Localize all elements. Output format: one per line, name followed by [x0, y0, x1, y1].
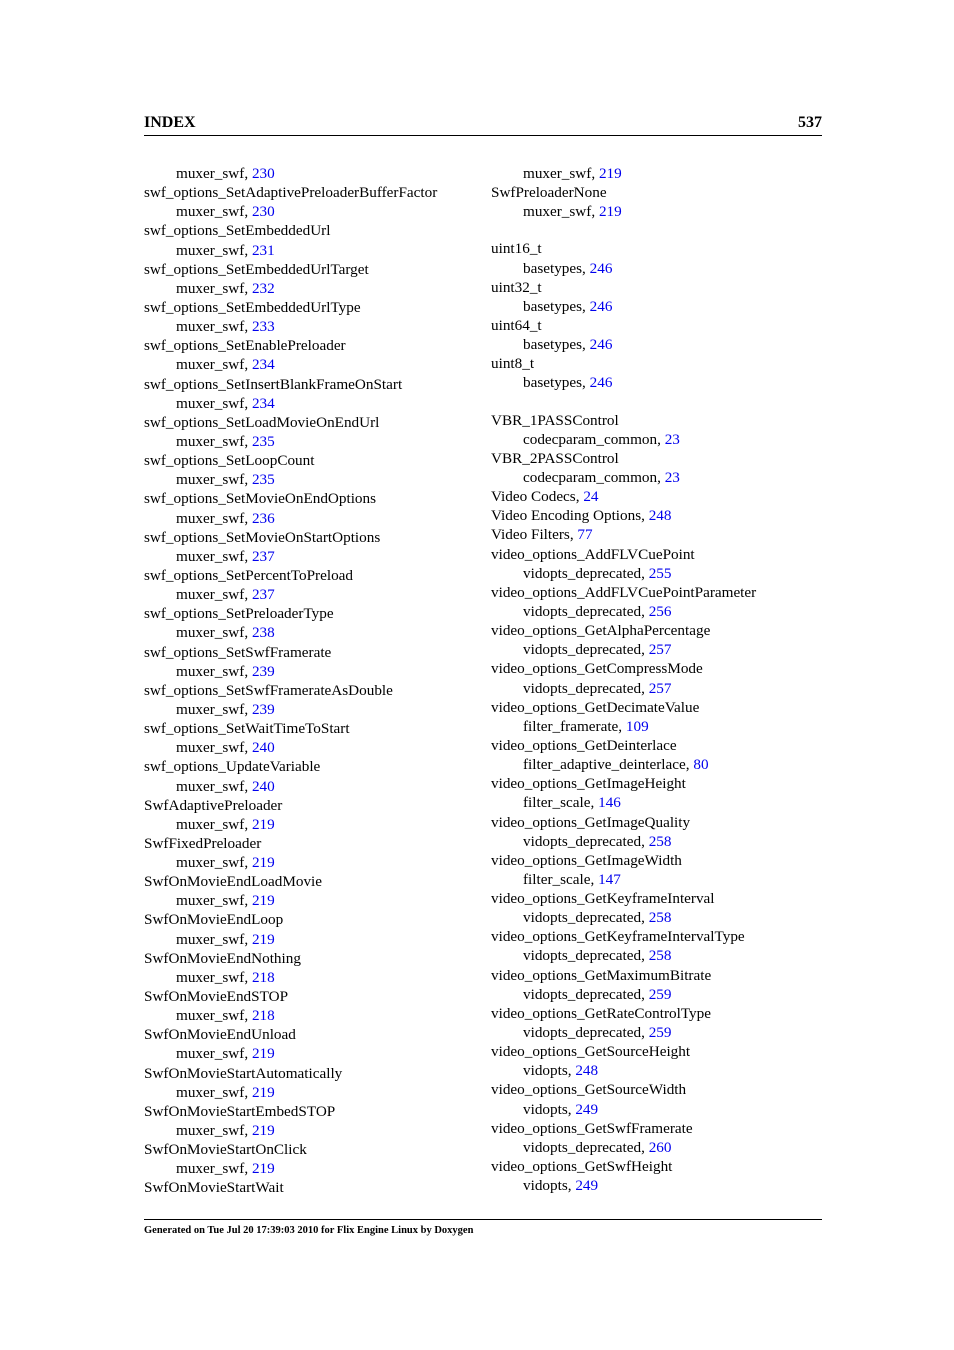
- index-subentry: [491, 1023, 826, 1042]
- index-subentry: [491, 679, 826, 698]
- index-entry: [491, 506, 826, 525]
- index-entry: [144, 757, 479, 776]
- index-entry: [144, 681, 479, 700]
- entry-text: video_options_AddFLVCuePointParameter: [491, 583, 757, 601]
- index-entry: [144, 604, 479, 623]
- index-subentry: [144, 1006, 479, 1025]
- entry-text: muxer_swf,: [176, 1045, 252, 1063]
- page-link[interactable]: 218: [251, 968, 275, 986]
- page-link[interactable]: 248: [648, 507, 672, 525]
- entry-text: swf_options_SetSwfFramerateAsDouble: [144, 681, 393, 699]
- page-link[interactable]: 249: [575, 1100, 599, 1118]
- index-subentry: [144, 279, 479, 298]
- index-subentry: [491, 468, 826, 487]
- entry-text: swf_options_SetPercentToPreload: [144, 566, 353, 584]
- entry-text: swf_options_SetEnablePreloader: [144, 337, 346, 355]
- index-entry: [144, 413, 479, 432]
- page-link[interactable]: 234: [251, 356, 275, 374]
- index-entry: [144, 834, 479, 853]
- index-subentry: [144, 930, 479, 949]
- index-subentry: [144, 1159, 479, 1178]
- page-link[interactable]: 239: [251, 662, 275, 680]
- page-link[interactable]: 219: [251, 930, 275, 948]
- entry-text: muxer_swf,: [176, 356, 252, 374]
- page-link[interactable]: 258: [648, 947, 672, 965]
- entry-text: filter_scale,: [523, 870, 599, 888]
- entry-text: uint16_t: [491, 240, 542, 258]
- entry-text: video_options_GetRateControlType: [491, 1004, 711, 1022]
- index-entry: [144, 1025, 479, 1044]
- index-subentry: [491, 202, 826, 221]
- index-subentry: [144, 968, 479, 987]
- page-link[interactable]: 219: [251, 815, 275, 833]
- entry-text: muxer_swf,: [523, 165, 599, 182]
- entry-text: basetypes,: [523, 297, 590, 315]
- entry-text: vidopts_deprecated,: [523, 832, 649, 850]
- index-subentry: [144, 1044, 479, 1063]
- entry-text: uint8_t: [491, 355, 535, 373]
- entry-text: SwfOnMovieStartWait: [144, 1179, 284, 1197]
- entry-text: swf_options_SetLoopCount: [144, 452, 315, 470]
- entry-text: muxer_swf,: [176, 509, 252, 527]
- page-link[interactable]: 219: [251, 892, 275, 910]
- entry-text: swf_options_SetPreloaderType: [144, 605, 334, 623]
- entry-text: muxer_swf,: [176, 892, 252, 910]
- index-entry: [144, 987, 479, 1006]
- entry-text: vidopts_deprecated,: [523, 641, 649, 659]
- index-subentry: [491, 755, 826, 774]
- index-subentry: [144, 432, 479, 451]
- index-entry: [491, 813, 826, 832]
- index-subentry: [144, 164, 479, 183]
- index-subentry: [491, 908, 826, 927]
- index-entry: [144, 1064, 479, 1083]
- index-subentry: [144, 853, 479, 872]
- page-link[interactable]: 77: [577, 526, 593, 544]
- index-entry: [491, 278, 826, 297]
- entry-text: video_options_GetMaximumBitrate: [491, 966, 712, 984]
- index-subentry: [491, 602, 826, 621]
- index-entry: [144, 375, 479, 394]
- entry-text: muxer_swf,: [176, 815, 252, 833]
- entry-text: vidopts_deprecated,: [523, 1138, 649, 1156]
- page-number: 537: [798, 114, 822, 131]
- index-subentry: [144, 891, 479, 910]
- entry-text: video_options_GetSwfFramerate: [491, 1119, 693, 1137]
- entry-text: Video Codecs,: [491, 488, 584, 506]
- page-link[interactable]: 258: [648, 909, 672, 927]
- index-subentry: [144, 241, 479, 260]
- entry-text: filter_adaptive_deinterlace,: [523, 756, 694, 774]
- page-link[interactable]: 237: [251, 547, 275, 565]
- entry-text: SwfAdaptivePreloader: [144, 796, 283, 814]
- entry-text: video_options_GetCompressMode: [491, 660, 703, 678]
- page-link[interactable]: 258: [648, 832, 672, 850]
- page-link[interactable]: 23: [664, 430, 680, 448]
- index-subentry: [491, 640, 826, 659]
- index-subentry: [491, 832, 826, 851]
- index-group-gap: [491, 393, 826, 411]
- index-entry: [491, 316, 826, 335]
- page-link[interactable]: 246: [589, 336, 613, 354]
- page-link[interactable]: 233: [251, 318, 275, 336]
- entry-text: muxer_swf,: [176, 203, 252, 221]
- page-link[interactable]: 234: [251, 394, 275, 412]
- index-entry: [491, 927, 826, 946]
- entry-text: swf_options_SetEmbeddedUrlType: [144, 298, 361, 316]
- entry-text: vidopts_deprecated,: [523, 985, 649, 1003]
- index-entry: [144, 260, 479, 279]
- entry-text: uint32_t: [491, 278, 542, 296]
- index-entry: [144, 796, 479, 815]
- page-link[interactable]: 23: [664, 468, 680, 486]
- page-link[interactable]: 80: [693, 756, 709, 774]
- entry-text: video_options_GetImageWidth: [491, 851, 682, 869]
- entry-text: SwfOnMovieStartAutomatically: [144, 1064, 343, 1082]
- entry-text: SwfOnMovieEndNothing: [144, 949, 301, 967]
- index-subentry: [144, 547, 479, 566]
- index-group-gap: [491, 221, 826, 239]
- entry-text: SwfOnMovieStartOnClick: [144, 1141, 307, 1159]
- index-entry: [144, 298, 479, 317]
- page-link[interactable]: 246: [589, 259, 613, 277]
- index-entry: [144, 643, 479, 662]
- index-entry: [491, 621, 826, 640]
- entry-text: muxer_swf,: [176, 854, 252, 872]
- entry-text: vidopts_deprecated,: [523, 564, 649, 582]
- entry-text: video_options_GetDecimateValue: [491, 698, 700, 716]
- index-entry: [491, 239, 826, 258]
- index-entry: [491, 487, 826, 506]
- page-link[interactable]: 236: [251, 509, 275, 527]
- index-subentry: [144, 1121, 479, 1140]
- entry-text: Video Filters,: [491, 526, 578, 544]
- entry-text: muxer_swf,: [176, 739, 252, 757]
- page-footer: [144, 1219, 822, 1236]
- index-entry: [491, 449, 826, 468]
- entry-text: SwfOnMovieEndLoadMovie: [144, 873, 323, 891]
- index-entry: [144, 719, 479, 738]
- page-link[interactable]: 255: [648, 564, 672, 582]
- entry-text: VBR_1PASSControl: [491, 411, 619, 429]
- entry-text: video_options_GetSourceWidth: [491, 1081, 687, 1099]
- entry-text: SwfOnMovieStartEmbedSTOP: [144, 1102, 336, 1120]
- page-link[interactable]: 219: [251, 854, 275, 872]
- index-entry: [491, 583, 826, 602]
- index-subentry: [491, 793, 826, 812]
- page-link[interactable]: 259: [648, 1024, 672, 1042]
- index-column-right: [491, 164, 826, 1195]
- index-subentry: [144, 1083, 479, 1102]
- index-column-left: [144, 164, 479, 1198]
- entry-text: basetypes,: [523, 374, 590, 392]
- entry-text: SwfOnMovieEndLoop: [144, 911, 284, 929]
- entry-text: swf_options_SetMovieOnStartOptions: [144, 528, 381, 546]
- index-entry: [144, 949, 479, 968]
- entry-text: muxer_swf,: [176, 241, 252, 259]
- index-entry: [491, 354, 826, 373]
- entry-text: video_options_GetAlphaPercentage: [491, 622, 711, 640]
- entry-text: vidopts,: [523, 1062, 576, 1080]
- index-subentry: [491, 870, 826, 889]
- entry-text: muxer_swf,: [176, 930, 252, 948]
- entry-text: basetypes,: [523, 336, 590, 354]
- index-subentry: [144, 355, 479, 374]
- entry-text: muxer_swf,: [176, 471, 252, 489]
- index-entry: [144, 566, 479, 585]
- index-entry: [491, 659, 826, 678]
- entry-text: swf_options_SetEmbeddedUrl: [144, 222, 331, 240]
- index-subentry: [144, 470, 479, 489]
- entry-text: vidopts_deprecated,: [523, 1024, 649, 1042]
- entry-text: vidopts,: [523, 1177, 576, 1195]
- entry-text: swf_options_SetSwfFramerate: [144, 643, 332, 661]
- index-entry: [491, 1080, 826, 1099]
- entry-text: video_options_GetSourceHeight: [491, 1043, 691, 1061]
- index-subentry: [491, 373, 826, 392]
- entry-text: codecparam_common,: [523, 468, 665, 486]
- page-link[interactable]: 146: [598, 794, 621, 812]
- index-subentry: [491, 335, 826, 354]
- index-entry: [144, 1102, 479, 1121]
- index-subentry: [491, 1100, 826, 1119]
- page-link[interactable]: 238: [251, 624, 275, 642]
- index-subentry: [144, 777, 479, 796]
- index-subentry: [491, 717, 826, 736]
- page-link[interactable]: 219: [251, 1122, 275, 1140]
- entry-text: video_options_GetKeyframeIntervalType: [491, 928, 745, 946]
- index-entry: [144, 1178, 479, 1197]
- index-subentry: [144, 202, 479, 221]
- entry-text: muxer_swf,: [176, 547, 252, 565]
- page-link[interactable]: 246: [589, 374, 613, 392]
- index-subentry: [144, 700, 479, 719]
- index-entry: [491, 545, 826, 564]
- index-subentry: [491, 297, 826, 316]
- page-link[interactable]: 231: [251, 241, 275, 259]
- index-entry: [491, 1119, 826, 1138]
- index-entry: [491, 1157, 826, 1176]
- entry-text: swf_options_SetInsertBlankFrameOnStart: [144, 375, 403, 393]
- entry-text: swf_options_SetLoadMovieOnEndUrl: [144, 413, 380, 431]
- index-subentry: [144, 317, 479, 336]
- entry-text: muxer_swf,: [176, 279, 252, 297]
- entry-text: muxer_swf,: [176, 700, 252, 718]
- index-entry: [144, 872, 479, 891]
- page-link[interactable]: 219: [598, 165, 622, 182]
- entry-text: muxer_swf,: [176, 1122, 252, 1140]
- footer-text: Generated on Tue Jul 20 17:39:03 2010 for Flix Engine Linux by Doxygen: [144, 1225, 474, 1236]
- entry-text: SwfOnMovieEndSTOP: [144, 988, 289, 1006]
- entry-text: video_options_GetImageQuality: [491, 813, 691, 831]
- index-entry: [144, 910, 479, 929]
- index-entry: [491, 411, 826, 430]
- index-subentry: [144, 815, 479, 834]
- entry-text: muxer_swf,: [176, 394, 252, 412]
- entry-text: video_options_GetDeinterlace: [491, 736, 677, 754]
- index-entry: [491, 774, 826, 793]
- index-subentry: [491, 985, 826, 1004]
- page-link[interactable]: 218: [251, 1007, 275, 1025]
- entry-text: video_options_GetImageHeight: [491, 775, 686, 793]
- index-entry: [144, 183, 479, 202]
- entry-text: swf_options_UpdateVariable: [144, 758, 321, 776]
- entry-text: vidopts_deprecated,: [523, 947, 649, 965]
- entry-text: video_options_GetKeyframeInterval: [491, 890, 715, 908]
- index-subentry: [144, 623, 479, 642]
- entry-text: muxer_swf,: [176, 318, 252, 336]
- index-entry: [491, 1004, 826, 1023]
- entry-text: codecparam_common,: [523, 430, 665, 448]
- entry-text: muxer_swf,: [176, 586, 252, 604]
- index-subentry: [491, 946, 826, 965]
- index-subentry: [144, 738, 479, 757]
- index-subentry: [491, 1176, 826, 1195]
- entry-text: Video Encoding Options,: [491, 507, 649, 525]
- entry-text: vidopts_deprecated,: [523, 909, 649, 927]
- page-link[interactable]: 257: [648, 679, 672, 697]
- entry-text: swf_options_SetWaitTimeToStart: [144, 720, 350, 738]
- page-link[interactable]: 109: [625, 717, 649, 735]
- index-subentry: [491, 1138, 826, 1157]
- index-entry: [491, 525, 826, 544]
- index-subentry: [491, 430, 826, 449]
- page-link[interactable]: 219: [598, 203, 622, 221]
- entry-text: swf_options_SetMovieOnEndOptions: [144, 490, 377, 508]
- index-entry: [144, 489, 479, 508]
- page-link[interactable]: 256: [648, 602, 672, 620]
- page-link[interactable]: 147: [598, 870, 621, 888]
- page-link[interactable]: 248: [575, 1062, 599, 1080]
- entry-text: muxer_swf,: [176, 968, 252, 986]
- entry-text: vidopts_deprecated,: [523, 602, 649, 620]
- index-subentry: [144, 394, 479, 413]
- page-link[interactable]: 232: [251, 279, 275, 297]
- page-link[interactable]: 235: [251, 471, 275, 489]
- entry-text: basetypes,: [523, 259, 590, 277]
- index-subentry: [491, 1061, 826, 1080]
- page-link[interactable]: 237: [251, 586, 275, 604]
- entry-text: muxer_swf,: [176, 1007, 252, 1025]
- entry-text: swf_options_SetEmbeddedUrlTarget: [144, 260, 369, 278]
- entry-text: muxer_swf,: [176, 662, 252, 680]
- entry-text: muxer_swf,: [176, 1160, 252, 1178]
- entry-text: SwfPreloaderNone: [491, 184, 607, 202]
- entry-text: VBR_2PASSControl: [491, 449, 619, 467]
- page-link[interactable]: 240: [251, 739, 275, 757]
- index-entry: [144, 1140, 479, 1159]
- page-link[interactable]: 219: [251, 1160, 275, 1178]
- entry-text: muxer_swf,: [176, 1083, 252, 1101]
- page-link[interactable]: 219: [251, 1083, 275, 1101]
- entry-text: filter_scale,: [523, 794, 599, 812]
- page-link[interactable]: 260: [648, 1138, 672, 1156]
- entry-text: muxer_swf,: [176, 165, 252, 182]
- index-entry: [144, 528, 479, 547]
- index-entry: [491, 698, 826, 717]
- page-link[interactable]: 239: [251, 700, 275, 718]
- page-title: INDEX: [144, 114, 196, 131]
- page-link[interactable]: 246: [589, 297, 613, 315]
- page-link[interactable]: 230: [251, 165, 275, 182]
- entry-text: muxer_swf,: [176, 777, 252, 795]
- page-link[interactable]: 240: [251, 777, 275, 795]
- page-link[interactable]: 219: [251, 1045, 275, 1063]
- index-subentry: [491, 564, 826, 583]
- entry-text: SwfOnMovieEndUnload: [144, 1026, 296, 1044]
- entry-text: filter_framerate,: [523, 717, 626, 735]
- index-entry: [491, 966, 826, 985]
- entry-text: muxer_swf,: [176, 432, 252, 450]
- entry-text: video_options_GetSwfHeight: [491, 1158, 673, 1176]
- page-link[interactable]: 249: [575, 1177, 599, 1195]
- entry-text: vidopts_deprecated,: [523, 679, 649, 697]
- index-subentry: [491, 259, 826, 278]
- index-entry: [144, 221, 479, 240]
- page-link[interactable]: 235: [251, 432, 275, 450]
- index-entry: [491, 851, 826, 870]
- index-entry: [144, 336, 479, 355]
- index-entry: [491, 1042, 826, 1061]
- index-subentry: [491, 164, 826, 183]
- index-entry: [491, 736, 826, 755]
- index-subentry: [144, 662, 479, 681]
- page-link[interactable]: 257: [648, 641, 672, 659]
- page-link[interactable]: 230: [251, 203, 275, 221]
- page-link[interactable]: 259: [648, 985, 672, 1003]
- index-entry: [144, 451, 479, 470]
- entry-text: vidopts,: [523, 1100, 576, 1118]
- entry-text: uint64_t: [491, 316, 542, 334]
- entry-text: video_options_AddFLVCuePoint: [491, 545, 695, 563]
- page-header: [144, 112, 822, 136]
- entry-text: muxer_swf,: [523, 203, 599, 221]
- index-entry: [491, 889, 826, 908]
- index-subentry: [144, 509, 479, 528]
- entry-text: SwfFixedPreloader: [144, 834, 262, 852]
- entry-text: muxer_swf,: [176, 624, 252, 642]
- entry-text: swf_options_SetAdaptivePreloaderBufferFactor: [144, 184, 438, 202]
- page-link[interactable]: 24: [583, 488, 599, 506]
- index-subentry: [144, 585, 479, 604]
- index-entry: [491, 183, 826, 202]
